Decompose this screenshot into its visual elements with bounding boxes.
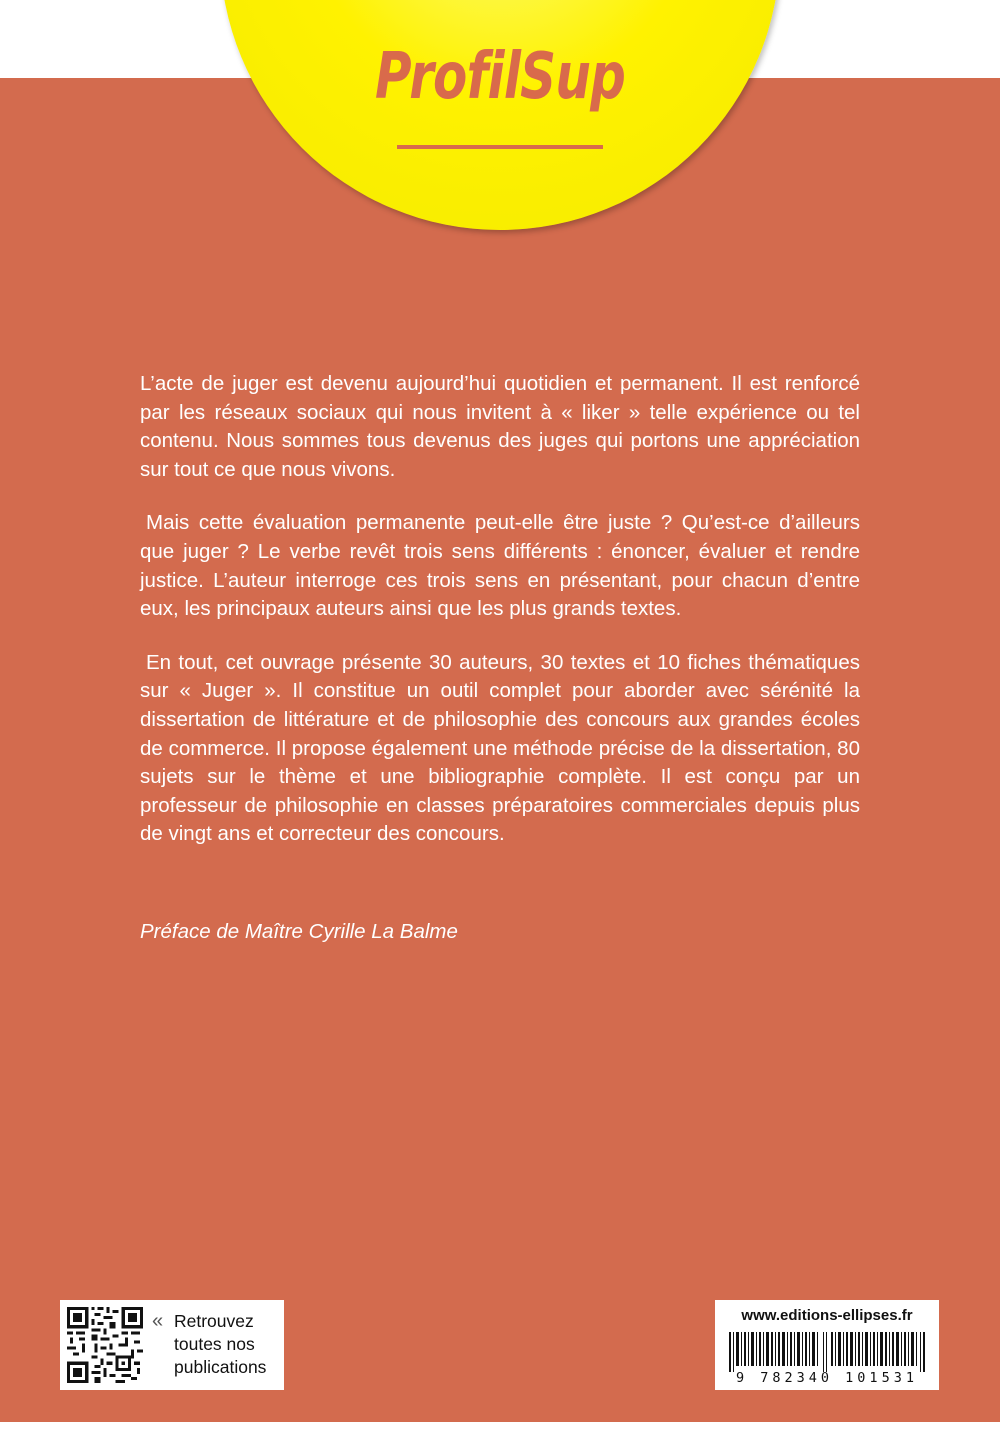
qr-panel[interactable] [60, 1300, 284, 1390]
bottom-margin [0, 1422, 1000, 1455]
back-cover-text [140, 370, 860, 874]
isbn-digits: 9 782340 101531 [736, 1370, 918, 1386]
qr-code-icon[interactable] [67, 1307, 143, 1383]
paragraph-3: En tout, cet ouvrage présente 30 auteurs, 30 textes et 10 fiches thématiques sur « Juger ». Il constitue un outil complet pour aborder avec sérénité la dissertation de littérature et de philosophie des concours aux grandes écoles de commerce. Il propose également une méthode précise de la dissertation, 80 sujets sur le thème et une bibliographie complète. Il est conçu par un professeur de philosophie en classes préparatoires commerciales depuis plus de vingt ans et correcteur des concours. [140, 650, 860, 846]
series-logo: ProfilSup [374, 40, 626, 114]
qr-caption-line-2: toutes nos [174, 1334, 255, 1354]
qr-caption-line-3: publications [174, 1357, 267, 1377]
qr-caption [174, 1310, 282, 1379]
preface-credit: Préface de Maître Cyrille La Balme [140, 920, 458, 943]
qr-caption-line-1: Retrouvez [174, 1311, 254, 1331]
barcode-icon [727, 1332, 927, 1372]
logo-underline [397, 145, 603, 149]
paragraph-2: Mais cette évaluation permanente peut-elle être juste ? Qu’est-ce d’ailleurs que juger ? Le verbe revêt trois sens différents : énoncer, évaluer et rendre justice. L’auteur interroge ces trois sens en présentant, pour chacun d’entre eux, les principaux auteurs ainsi que les plus grands textes. [140, 511, 860, 621]
paragraph-1: L’acte de juger est devenu aujourd’hui quotidien et permanent. Il est renforcé par les réseaux sociaux qui nous invitent à « liker » telle expérience ou tel contenu. Nous sommes tous devenus des juges qui portons une appréciation sur tout ce que nous vivons. [140, 372, 860, 481]
chevron-left-icon: « [152, 1310, 164, 1332]
barcode-panel [715, 1300, 939, 1390]
publisher-website[interactable]: www.editions-ellipses.fr [741, 1307, 913, 1324]
